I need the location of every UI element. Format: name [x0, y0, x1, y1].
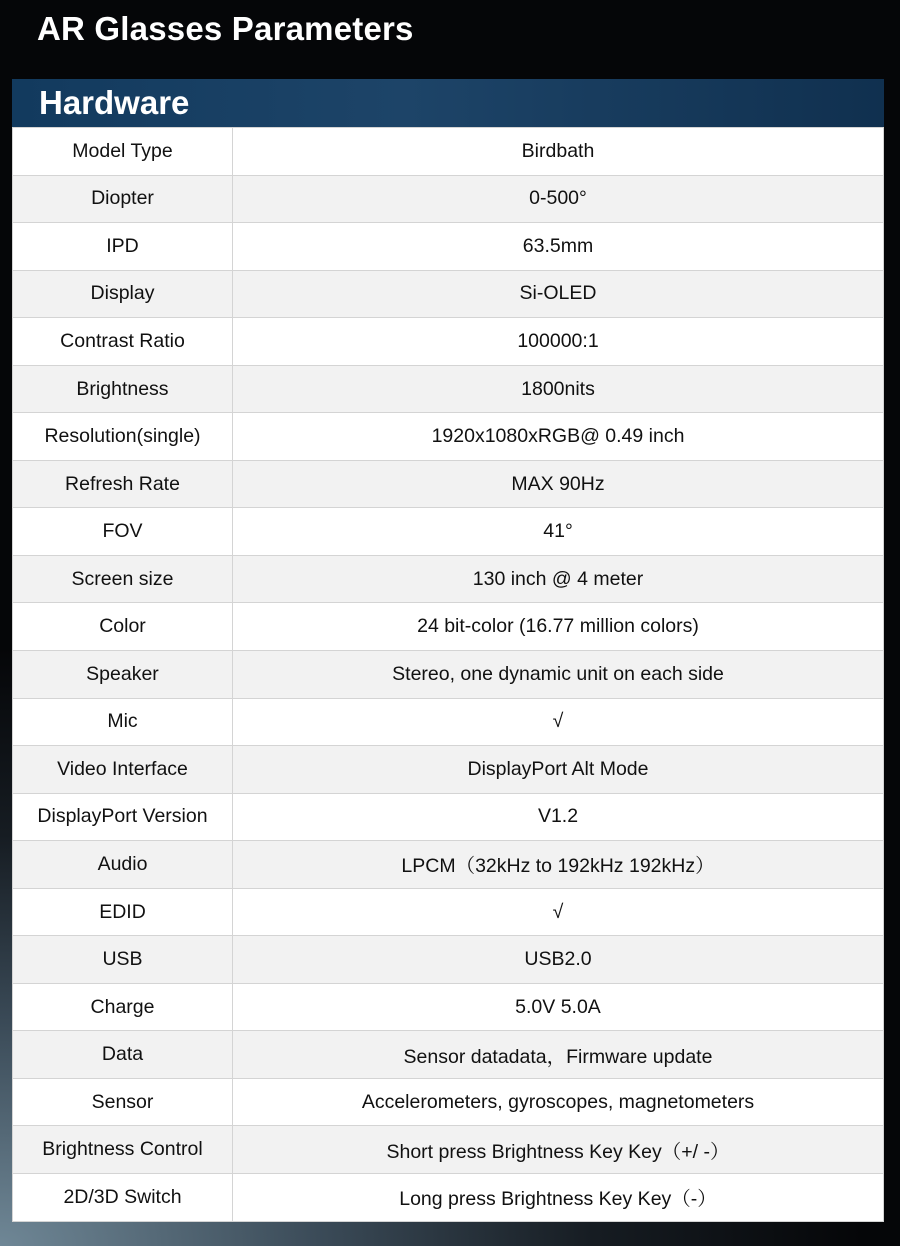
spec-label: Diopter — [13, 175, 233, 223]
spec-value: Long press Brightness Key Key（-） — [233, 1174, 884, 1222]
table-row — [13, 460, 884, 508]
spec-value: DisplayPort Alt Mode — [233, 746, 884, 794]
table-row — [13, 1126, 884, 1174]
spec-value: 100000:1 — [233, 318, 884, 366]
spec-value: 24 bit-color (16.77 million colors) — [233, 603, 884, 651]
spec-label: Brightness — [13, 365, 233, 413]
spec-value: Si-OLED — [233, 270, 884, 318]
table-row — [13, 270, 884, 318]
spec-value: 5.0V 5.0A — [233, 983, 884, 1031]
spec-label: Refresh Rate — [13, 460, 233, 508]
table-row — [13, 413, 884, 461]
table-row — [13, 223, 884, 271]
spec-label: Video Interface — [13, 746, 233, 794]
spec-label: Sensor — [13, 1078, 233, 1126]
spec-value: LPCM（32kHz to 192kHz 192kHz） — [233, 841, 884, 889]
spec-value: Birdbath — [233, 128, 884, 176]
spec-value: Short press Brightness Key Key（+/ -） — [233, 1126, 884, 1174]
spec-value: 41° — [233, 508, 884, 556]
spec-table-body — [13, 128, 884, 1222]
spec-value: 0-500° — [233, 175, 884, 223]
spec-label: USB — [13, 936, 233, 984]
spec-value: USB2.0 — [233, 936, 884, 984]
table-row — [13, 555, 884, 603]
spec-value: √ — [233, 698, 884, 746]
table-row — [13, 746, 884, 794]
spec-label: DisplayPort Version — [13, 793, 233, 841]
table-row — [13, 1174, 884, 1222]
spec-label: 2D/3D Switch — [13, 1174, 233, 1222]
table-row — [13, 983, 884, 1031]
spec-value: √ — [233, 888, 884, 936]
table-row — [13, 698, 884, 746]
spec-label: Brightness Control — [13, 1126, 233, 1174]
table-row — [13, 651, 884, 699]
spec-label: Charge — [13, 983, 233, 1031]
table-row — [13, 175, 884, 223]
table-row — [13, 128, 884, 176]
spec-value: V1.2 — [233, 793, 884, 841]
table-row — [13, 793, 884, 841]
spec-value: Sensor datadata，Firmware update — [233, 1031, 884, 1079]
table-row — [13, 936, 884, 984]
table-row — [13, 1078, 884, 1126]
table-row — [13, 888, 884, 936]
spec-label: IPD — [13, 223, 233, 271]
spec-label: Resolution(single) — [13, 413, 233, 461]
section-title: Hardware — [39, 84, 190, 121]
spec-value: 130 inch @ 4 meter — [233, 555, 884, 603]
spec-value: 63.5mm — [233, 223, 884, 271]
table-row — [13, 365, 884, 413]
spec-label: Display — [13, 270, 233, 318]
spec-label: Speaker — [13, 651, 233, 699]
table-row — [13, 603, 884, 651]
table-row — [13, 508, 884, 556]
spec-label: Audio — [13, 841, 233, 889]
spec-label: Model Type — [13, 128, 233, 176]
spec-label: EDID — [13, 888, 233, 936]
spec-value: 1920x1080xRGB@ 0.49 inch — [233, 413, 884, 461]
spec-value: MAX 90Hz — [233, 460, 884, 508]
spec-label: Screen size — [13, 555, 233, 603]
hardware-panel — [12, 79, 884, 1222]
page-title: AR Glasses Parameters — [37, 10, 414, 47]
spec-value: Accelerometers, gyroscopes, magnetometers — [233, 1078, 884, 1126]
spec-value: Stereo, one dynamic unit on each side — [233, 651, 884, 699]
spec-label: FOV — [13, 508, 233, 556]
spec-label: Data — [13, 1031, 233, 1079]
spec-label: Color — [13, 603, 233, 651]
spec-table — [12, 127, 884, 1222]
table-row — [13, 318, 884, 366]
spec-label: Contrast Ratio — [13, 318, 233, 366]
table-row — [13, 1031, 884, 1079]
section-header — [12, 79, 884, 127]
spec-value: 1800nits — [233, 365, 884, 413]
table-row — [13, 841, 884, 889]
spec-label: Mic — [13, 698, 233, 746]
